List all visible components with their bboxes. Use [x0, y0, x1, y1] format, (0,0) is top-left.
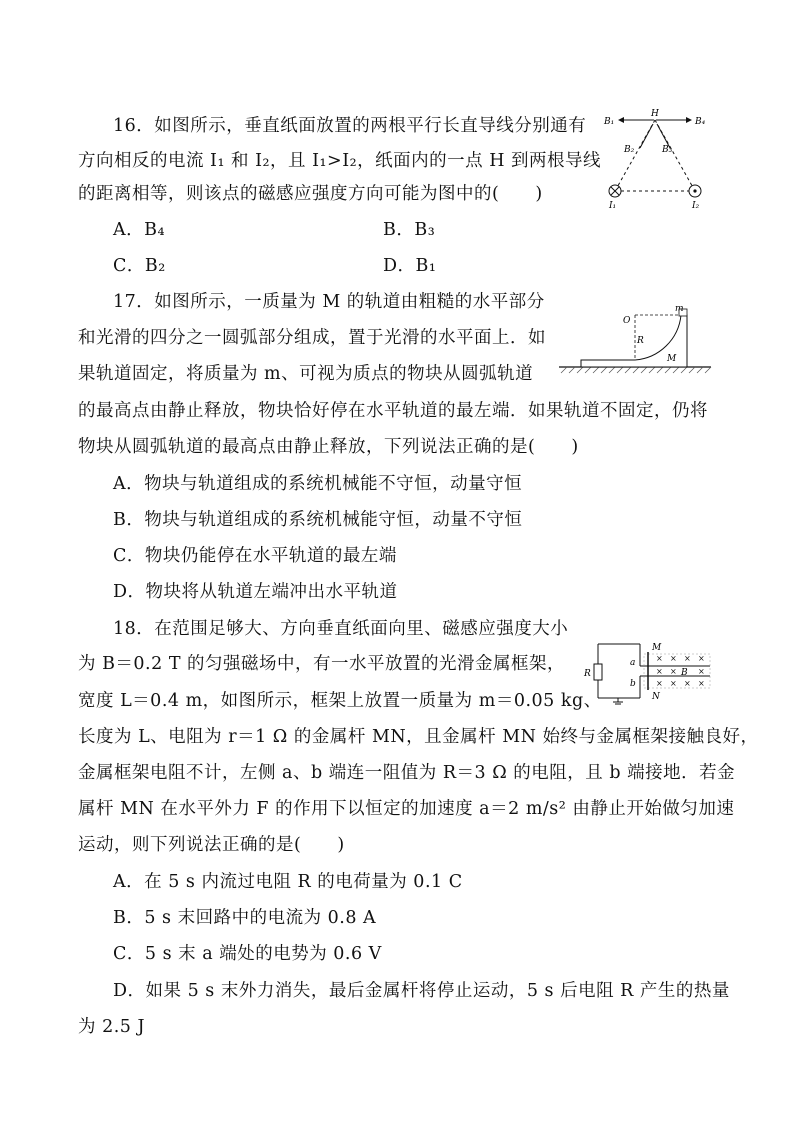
- q18-field-x: ×: [698, 679, 705, 688]
- q18-line-2: 为 B＝0.2 T 的匀强磁场中，有一水平放置的光滑金属框架，: [78, 654, 566, 674]
- q18-line-6: 属杆 MN 在水平外力 F 的作用下以恒定的加速度 a＝2 m/s² 由静止开始做匀加速: [78, 799, 735, 819]
- q17-label-m-small: m: [675, 304, 684, 314]
- q18-field-x: ×: [656, 679, 663, 688]
- q16-label-b4: B₄: [695, 117, 706, 127]
- q18-label-a: a: [630, 658, 636, 668]
- q18-line-5: 金属框架电阻不计，左侧 a、b 端连一阻值为 R＝3 Ω 的电阻，且 b 端接地．若金: [78, 763, 736, 783]
- q18-label-b: b: [630, 679, 636, 689]
- q18-field-x: ×: [698, 654, 705, 663]
- q18-field-x: ×: [670, 679, 677, 688]
- q17-option-a: A．物块与轨道组成的系统机械能不守恒，动量守恒: [113, 474, 523, 494]
- q18-option-b: B．5 s 末回路中的电流为 0.8 A: [113, 908, 377, 928]
- q17-line-1: 17．如图所示，一质量为 M 的轨道由粗糙的水平部分: [113, 292, 545, 312]
- q18-field-x: ×: [670, 667, 677, 676]
- q18-option-d: D．如果 5 s 末外力消失，最后金属杆将停止运动，5 s 后电阻 R 产生的热量: [113, 981, 730, 1001]
- q18-field-x: ×: [684, 679, 691, 688]
- q17-line-3: 果轨道固定，将质量为 m、可视为质点的物块从圆弧轨道: [78, 364, 534, 384]
- q16-label-i2: I₂: [692, 201, 700, 211]
- q16-line-2: 方向相反的电流 I₁ 和 I₂，且 I₁>I₂，纸面内的一点 H 到两根导线: [78, 151, 602, 171]
- q16-label-b3: B₃: [662, 145, 673, 155]
- q17-line-5: 物块从圆弧轨道的最高点由静止释放，下列说法正确的是( ): [78, 437, 579, 457]
- q18-label-r: R: [584, 669, 591, 679]
- q16-label-b2: B₂: [624, 145, 635, 155]
- q18-field-x: ×: [670, 654, 677, 663]
- q17-figure-track: [555, 303, 715, 379]
- q18-option-d-cont: 为 2.5 J: [78, 1017, 145, 1037]
- q17-label-o: O: [623, 316, 631, 326]
- q16-option-d: D．B₁: [383, 256, 437, 276]
- q17-label-m-big: M: [667, 354, 677, 364]
- q17-option-c: C．物块仍能停在水平轨道的最左端: [113, 546, 397, 566]
- q17-option-d: D．物块将从轨道左端冲出水平轨道: [113, 582, 398, 602]
- q18-figure-circuit: [578, 636, 714, 706]
- q16-label-i1: I₁: [609, 201, 617, 211]
- q16-line-3: 的距离相等，则该点的磁感应强度方向可能为图中的( ): [78, 184, 543, 204]
- q17-line-4: 的最高点由静止释放，物块恰好停在水平轨道的最左端．如果轨道不固定，仍将: [78, 401, 708, 421]
- q18-line-1: 18．在范围足够大、方向垂直纸面向里、磁感应强度大小: [113, 619, 569, 639]
- q16-option-b: B．B₃: [383, 220, 436, 240]
- q16-option-a: A．B₄: [113, 220, 166, 240]
- q17-label-r: R: [637, 336, 644, 346]
- q17-option-b: B．物块与轨道组成的系统机械能守恒，动量不守恒: [113, 510, 523, 530]
- q18-field-x: ×: [656, 667, 663, 676]
- q18-field-x: ×: [684, 654, 691, 663]
- q18-label-m: M: [652, 643, 662, 653]
- q18-field-x: ×: [698, 667, 705, 676]
- q18-line-4: 长度为 L、电阻为 r＝1 Ω 的金属杆 MN，且金属杆 MN 始终与金属框架接触良好，: [78, 727, 759, 747]
- q18-label-b-field: B: [681, 668, 688, 678]
- q16-label-b1: B₁: [604, 117, 615, 127]
- q16-figure-wires: [600, 106, 718, 214]
- q17-line-2: 和光滑的四分之一圆弧部分组成，置于光滑的水平面上．如: [78, 328, 546, 348]
- q16-label-h: H: [651, 109, 659, 119]
- q18-field-x: ×: [656, 654, 663, 663]
- q18-option-a: A．在 5 s 内流过电阻 R 的电荷量为 0.1 C: [113, 872, 463, 892]
- q18-line-7: 运动，则下列说法正确的是( ): [78, 835, 345, 855]
- q16-option-c: C．B₂: [113, 256, 166, 276]
- q18-line-3: 宽度 L＝0.4 m，如图所示，框架上放置一质量为 m＝0.05 kg、: [78, 691, 602, 711]
- q18-option-c: C．5 s 末 a 端处的电势为 0.6 V: [113, 944, 382, 964]
- q16-line-1: 16．如图所示，垂直纸面放置的两根平行长直导线分别通有: [113, 116, 587, 136]
- q18-label-n: N: [652, 692, 660, 702]
